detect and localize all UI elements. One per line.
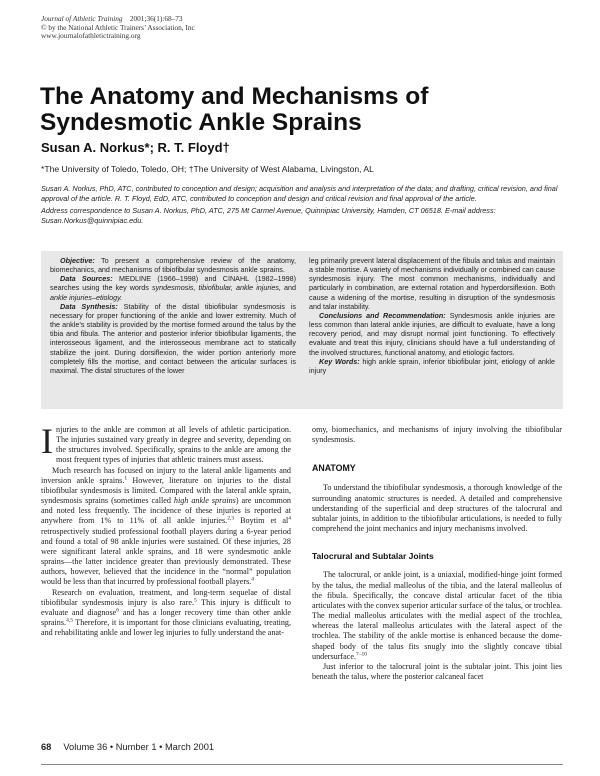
author-affiliations: *The University of Toledo, Toledo, OH; †The University of West Alabama, Livingston, AL — [41, 164, 374, 174]
citation-ref: 1 — [124, 475, 128, 482]
contribution-statement: Susan A. Norkus, PhD, ATC, contributed to conception and design; acquisition and analysis and interpretation of the data; and drafting, critical revision, and final approval of the article. R. T. Floyd, EdD, ATC, contributed to conception and design and critical revision and final approval of the article. — [41, 184, 558, 203]
abstract-conclusions-text: Syndesmosis ankle injuries are less common than lateral ankle injuries, are difficult to evaluate, have a long recovery period, and may disrupt normal joint functioning. To effectively evaluate and treat this injury, clinicians should have a full understanding of the involved structures, functional anatomy, and etiologic factors. — [309, 310, 555, 357]
body-text: ) are uncommon and noted less frequently. The incidence of these injuries is reported at anywhere from 1% to 11% of all ankle injuries. — [41, 496, 291, 526]
citation-ref: 4 — [288, 515, 291, 522]
citation-ref: 5 — [193, 596, 197, 603]
abstract-data-synthesis-continued: leg primarily prevent lateral displacement of the fibula and talus and maintain a stable mortise. A variety of mechanisms individually or combined can cause syndesmosis injury. The most common mechanisms, individually and particularly in combination, are external rotation and hyperdorsiflexion. Both cause a widening of the mortise, resulting in disruption of the syndesmosis and talar instability. — [309, 256, 555, 311]
abstract-keyword-etiology: ankle injuries–etiology. — [50, 292, 123, 302]
abstract-data-synthesis-label: Data Synthesis: — [60, 301, 118, 311]
body-text: This injury is difficult to evaluate and diagnose — [41, 597, 291, 617]
body-text: retrospectively studied professional football players during a 6-year period and found a total of 98 ankle injuries were sustained. Of these injuries, 28 were significant lateral ankle sprains, and 18 were syndesmotic ankle sprains—the latter incidence greater than previously demonstrated. These authors, however, believed that the incidence in the “normal” population would be less than that incurred by professional football players. — [41, 526, 291, 587]
abstract-keywords-text: high ankle sprain, inferior tibiofibular joint, etiology of ankle injury — [309, 356, 556, 375]
abstract-keywords-label: Key Words: — [319, 356, 360, 366]
abstract-data-synthesis-text: Stability of the distal tibiofibular syndesmosis is necessary for proper functioning of the ankle and lower extremity. Much of the ankle’s stability is provided by the mortise formed around the talus by the tibia and fibula. The anterior and posterior inferior tibiofibular ligaments, the interosseous ligament, and the interosseous membrane act to statically stabilize the joint. During dorsiflexion, the wider portion anteriorly more completely fills the mortise, and contact between the articular surfaces is maximal. The distal structures of the lower — [50, 301, 296, 375]
body-text: Research on evaluation, treatment, and long-term sequelae of distal tibiofibular syndesmosis injury is also rare. — [41, 587, 291, 607]
abstract-and: and — [284, 283, 297, 293]
citation-ref: 4,5 — [66, 617, 73, 624]
body-text: Much research has focused on injury to the lateral ankle ligaments and inversion ankle sprains. — [41, 465, 291, 485]
article-title — [40, 84, 570, 136]
correspondence-address: Address correspondence to Susan A. Norkus, PhD, ATC, 275 Mt Carmel Avenue, Quinnipiac University, Hamden, CT 06518. E-mail address: Susan.Norkus@quinnipiac.edu. — [41, 206, 496, 225]
abstract-keyword-list: syndesmosis, tibiofibular, ankle injuries, — [151, 283, 281, 293]
body-column-right — [312, 425, 562, 682]
citation-ref: 7–10 — [356, 650, 367, 657]
citation-ref: 4 — [251, 576, 255, 583]
abstract-data-synthesis — [50, 302, 296, 375]
abstract-data-sources — [50, 274, 296, 301]
body-paragraph-anatomy: To understand the tibiofibular syndesmosis, a thorough knowledge of the surrounding anatomic structures is needed. A detailed and comprehensive understanding of the superficial and deep structures of the talocrural and subtalar joints, in addition to the tibiofibular articulations, is needed to fully comprehend the joint mechanics and injury mechanisms involved. — [312, 483, 562, 534]
abstract-data-sources-label: Data Sources: — [60, 274, 113, 284]
footer-rule — [41, 764, 563, 765]
body-intro-text: njuries to the ankle are common at all levels of athletic participation. The injuries sustained vary greatly in degree and severity, depending on the structures involved. Specifically, sprains to the ankle are among the most frequent types of injuries that athletic trainers must assess. — [56, 425, 291, 465]
body-paragraph-intro — [41, 421, 291, 466]
body-text: Therefore, it is important for those clinicians evaluating, treating, and rehabilitating ankle and lower leg injuries to fully understand the anat- — [41, 617, 291, 638]
journal-header — [41, 15, 195, 41]
body-paragraph-talocrural — [312, 570, 562, 661]
article-title-line-2: Syndesmotic Ankle Sprains — [40, 109, 362, 136]
abstract-conclusions — [309, 311, 555, 357]
abstract-data-sources-text: MEDLINE (1966–1998) and CINAHL (1982–1998) searches using the key words — [50, 274, 296, 293]
body-column-left — [41, 421, 292, 638]
body-paragraph-research — [41, 466, 291, 588]
citation-ref: 2,3 — [227, 515, 235, 522]
body-text: and has a longer recovery time than other ankle sprains. — [41, 607, 292, 627]
drop-cap: I — [41, 421, 53, 461]
abstract-conclusions-label: Conclusions and Recommendation: — [319, 310, 446, 320]
abstract-objective-text: To present a comprehensive review of the anatomy, biomechanics, and mechanisms of tibiofibular syndesmosis ankle sprains. — [50, 256, 296, 275]
footer-issue: Volume 36 • Number 1 • March 2001 — [63, 742, 215, 752]
body-text: The talocrural, or ankle joint, is a uniaxial, modified-hinge joint formed by the talus, the medial malleolus of the tibia, and the lateral malleolus of the fibula. Specifically, the concave distal articular facet of the tibia articulates with the convex superior articular surface of the talus, or trochlea. The medial malleolus articulates with the medial aspect of the trochlea, whereas the lateral malleolus articulates with the lateral aspect of the trochlea. The stability of the ankle mortise is enhanced because the dome-shaped body of the talus fits snugly into the slightly concave tibial undersurface. — [312, 570, 562, 661]
journal-issue-ref: 2001;36(1):68–73 — [129, 14, 183, 23]
body-text: Boytim et al — [234, 516, 289, 526]
body-text: However, literature on injuries to the distal tibiofibular syndesmosis is limited. Compared with the lateral ankle sprain, syndesmosis sprains (sometimes called — [41, 475, 291, 506]
journal-name: Journal of Athletic Training — [41, 14, 123, 23]
article-title-line-1: The Anatomy and Mechanisms of — [40, 83, 429, 110]
abstract-column-right — [309, 256, 555, 375]
page-footer — [41, 742, 214, 752]
body-paragraph-subtalar: Just inferior to the talocrural joint is the subtalar joint. This joint lies beneath the talus, where the posterior calcaneal facet — [312, 661, 562, 681]
journal-url: www.journalofathletictraining.org — [41, 31, 141, 41]
author-notes — [41, 184, 563, 228]
abstract-keywords — [309, 357, 555, 375]
body-paragraph-evaluation — [41, 588, 291, 639]
citation-ref: 6 — [116, 607, 119, 614]
body-italic-term: high ankle sprains — [173, 496, 236, 506]
page-number: 68 — [41, 742, 52, 752]
body-paragraph-continued: omy, biomechanics, and mechanisms of injury involving the tibiofibular syndesmosis. — [312, 425, 562, 445]
section-heading-anatomy: ANATOMY — [312, 463, 356, 474]
journal-copyright: © by the National Athletic Trainers’ Association, Inc — [41, 22, 195, 32]
abstract-objective — [50, 256, 296, 274]
abstract-objective-label: Objective: — [60, 256, 95, 265]
subsection-heading-talocrural: Talocrural and Subtalar Joints — [312, 551, 434, 562]
abstract-column-left — [50, 256, 296, 375]
abstract-box — [41, 251, 563, 409]
author-list: Susan A. Norkus*; R. T. Floyd† — [41, 140, 230, 155]
